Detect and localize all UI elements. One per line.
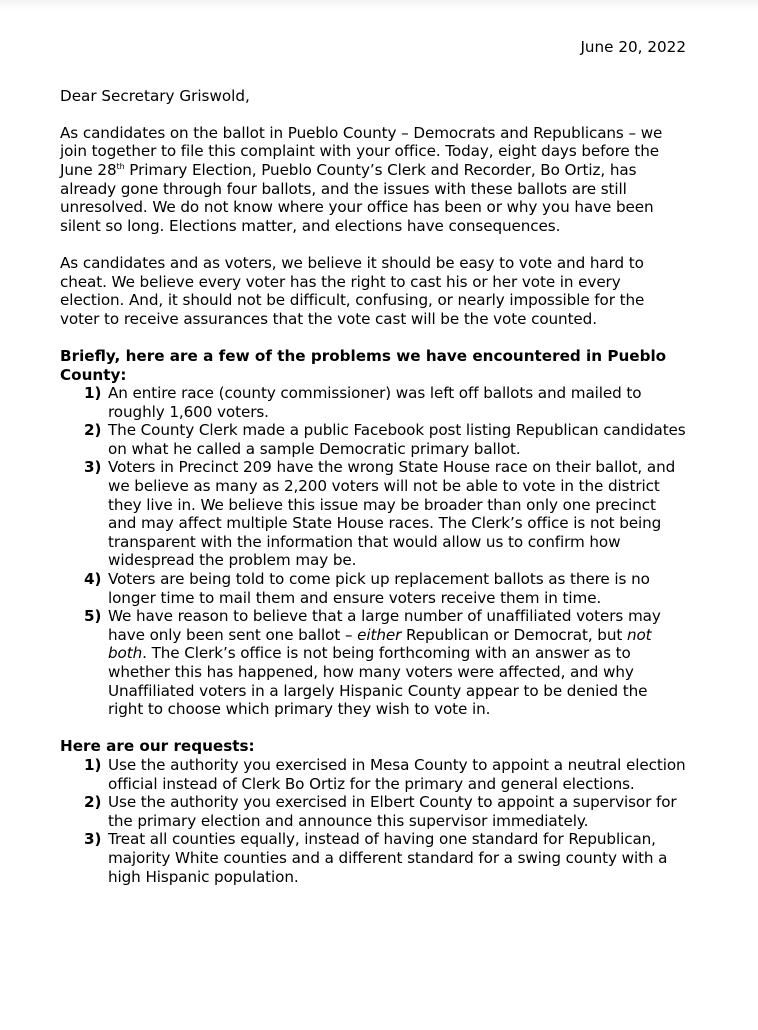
emphasis-either: either — [357, 625, 402, 644]
list-number: 1) — [84, 384, 102, 403]
request-item — [60, 830, 686, 886]
problem-item — [60, 458, 686, 570]
problems-heading: Briefly, here are a few of the problems we have encountered in Pueblo County: — [60, 346, 667, 384]
request-text: Use the authority you exercised in Mesa County to appoint a neutral election official instead of Clerk Bo Ortiz for the primary and general elections. — [108, 755, 686, 793]
requests-heading: Here are our requests: — [60, 737, 255, 756]
list-number: 2) — [84, 793, 102, 812]
problem-item — [60, 607, 686, 719]
list-number: 4) — [84, 570, 102, 589]
list-number: 2) — [84, 421, 102, 440]
letter-page — [60, 38, 686, 886]
list-number: 1) — [84, 755, 102, 774]
paragraph-intro-text-2: Primary Election, Pueblo County’s Clerk and Recorder, Bo Ortiz, has already gone through four ballots, and the issues with these ballots are still unresolved. We do not know where your office has been or why you have been silent so long. Elections matter, and elections have consequences. — [60, 160, 654, 235]
salutation: Dear Secretary Griswold, — [60, 86, 250, 105]
request-text: Treat all counties equally, instead of having one standard for Republican, majority White counties and a different standard for a swing county with a high Hispanic population. — [108, 830, 668, 886]
problem-text-a: We have reason to believe that a large number of unaffiliated voters may have only been sent one ballot – — [108, 607, 661, 644]
problem-text-b: Republican or Democrat, but — [401, 625, 627, 644]
top-edge-shadow — [0, 0, 758, 10]
request-item — [60, 756, 686, 793]
problem-text: The County Clerk made a public Facebook post listing Republican candidates on what he called a sample Democratic primary ballot. — [108, 421, 686, 458]
problem-item — [60, 570, 686, 607]
problem-text: An entire race (county commissioner) was left off ballots and mailed to roughly 1,600 voters. — [108, 384, 642, 421]
list-number: 5) — [84, 607, 102, 626]
problem-item — [60, 421, 686, 458]
requests-list — [60, 756, 686, 886]
emphasis-not-both: not both — [108, 625, 652, 663]
paragraph-intro-text-1: As candidates on the ballot in Pueblo County – Democrats and Republicans – we join together to file this complaint with your office. Today, eight days before the June 28 — [60, 123, 663, 179]
problem-item — [60, 384, 686, 421]
list-number: 3) — [84, 830, 102, 849]
paragraph-intro — [60, 124, 686, 236]
problem-text: Voters are being told to come pick up replacement ballots as there is no longer time to mail them and ensure voters receive them in time. — [108, 570, 650, 607]
problems-list — [60, 384, 686, 719]
ordinal-superscript: th — [116, 161, 125, 171]
problem-text: Voters in Precinct 209 have the wrong State House race on their ballot, and we believe as many as 2,200 voters will not be able to vote in the district they live in. We believe this issue may be broader than only one precinct and may affect multiple State House races. The Clerk’s office is not being transparent with the information that would allow us to confirm how widespread the problem may be. — [108, 458, 676, 570]
problem-text-c: . The Clerk’s office is not being forthcoming with an answer as to whether this has happened, how many voters were affected, and why Unaffiliated voters in a largely Hispanic County appear to be denied the right to choose which primary they wish to vote in. — [108, 644, 648, 719]
request-text: Use the authority you exercised in Elbert County to appoint a supervisor for the primary election and announce this supervisor immediately. — [108, 793, 677, 830]
request-item — [60, 793, 686, 830]
paragraph-beliefs: As candidates and as voters, we believe it should be easy to vote and hard to cheat. We believe every voter has the right to cast his or her vote in every election. And, it should not be difficult, confusing, or nearly impossible for the voter to receive assurances that the vote cast will be the vote counted. — [60, 253, 645, 328]
list-number: 3) — [84, 458, 102, 477]
letter-date: June 20, 2022 — [580, 38, 686, 56]
